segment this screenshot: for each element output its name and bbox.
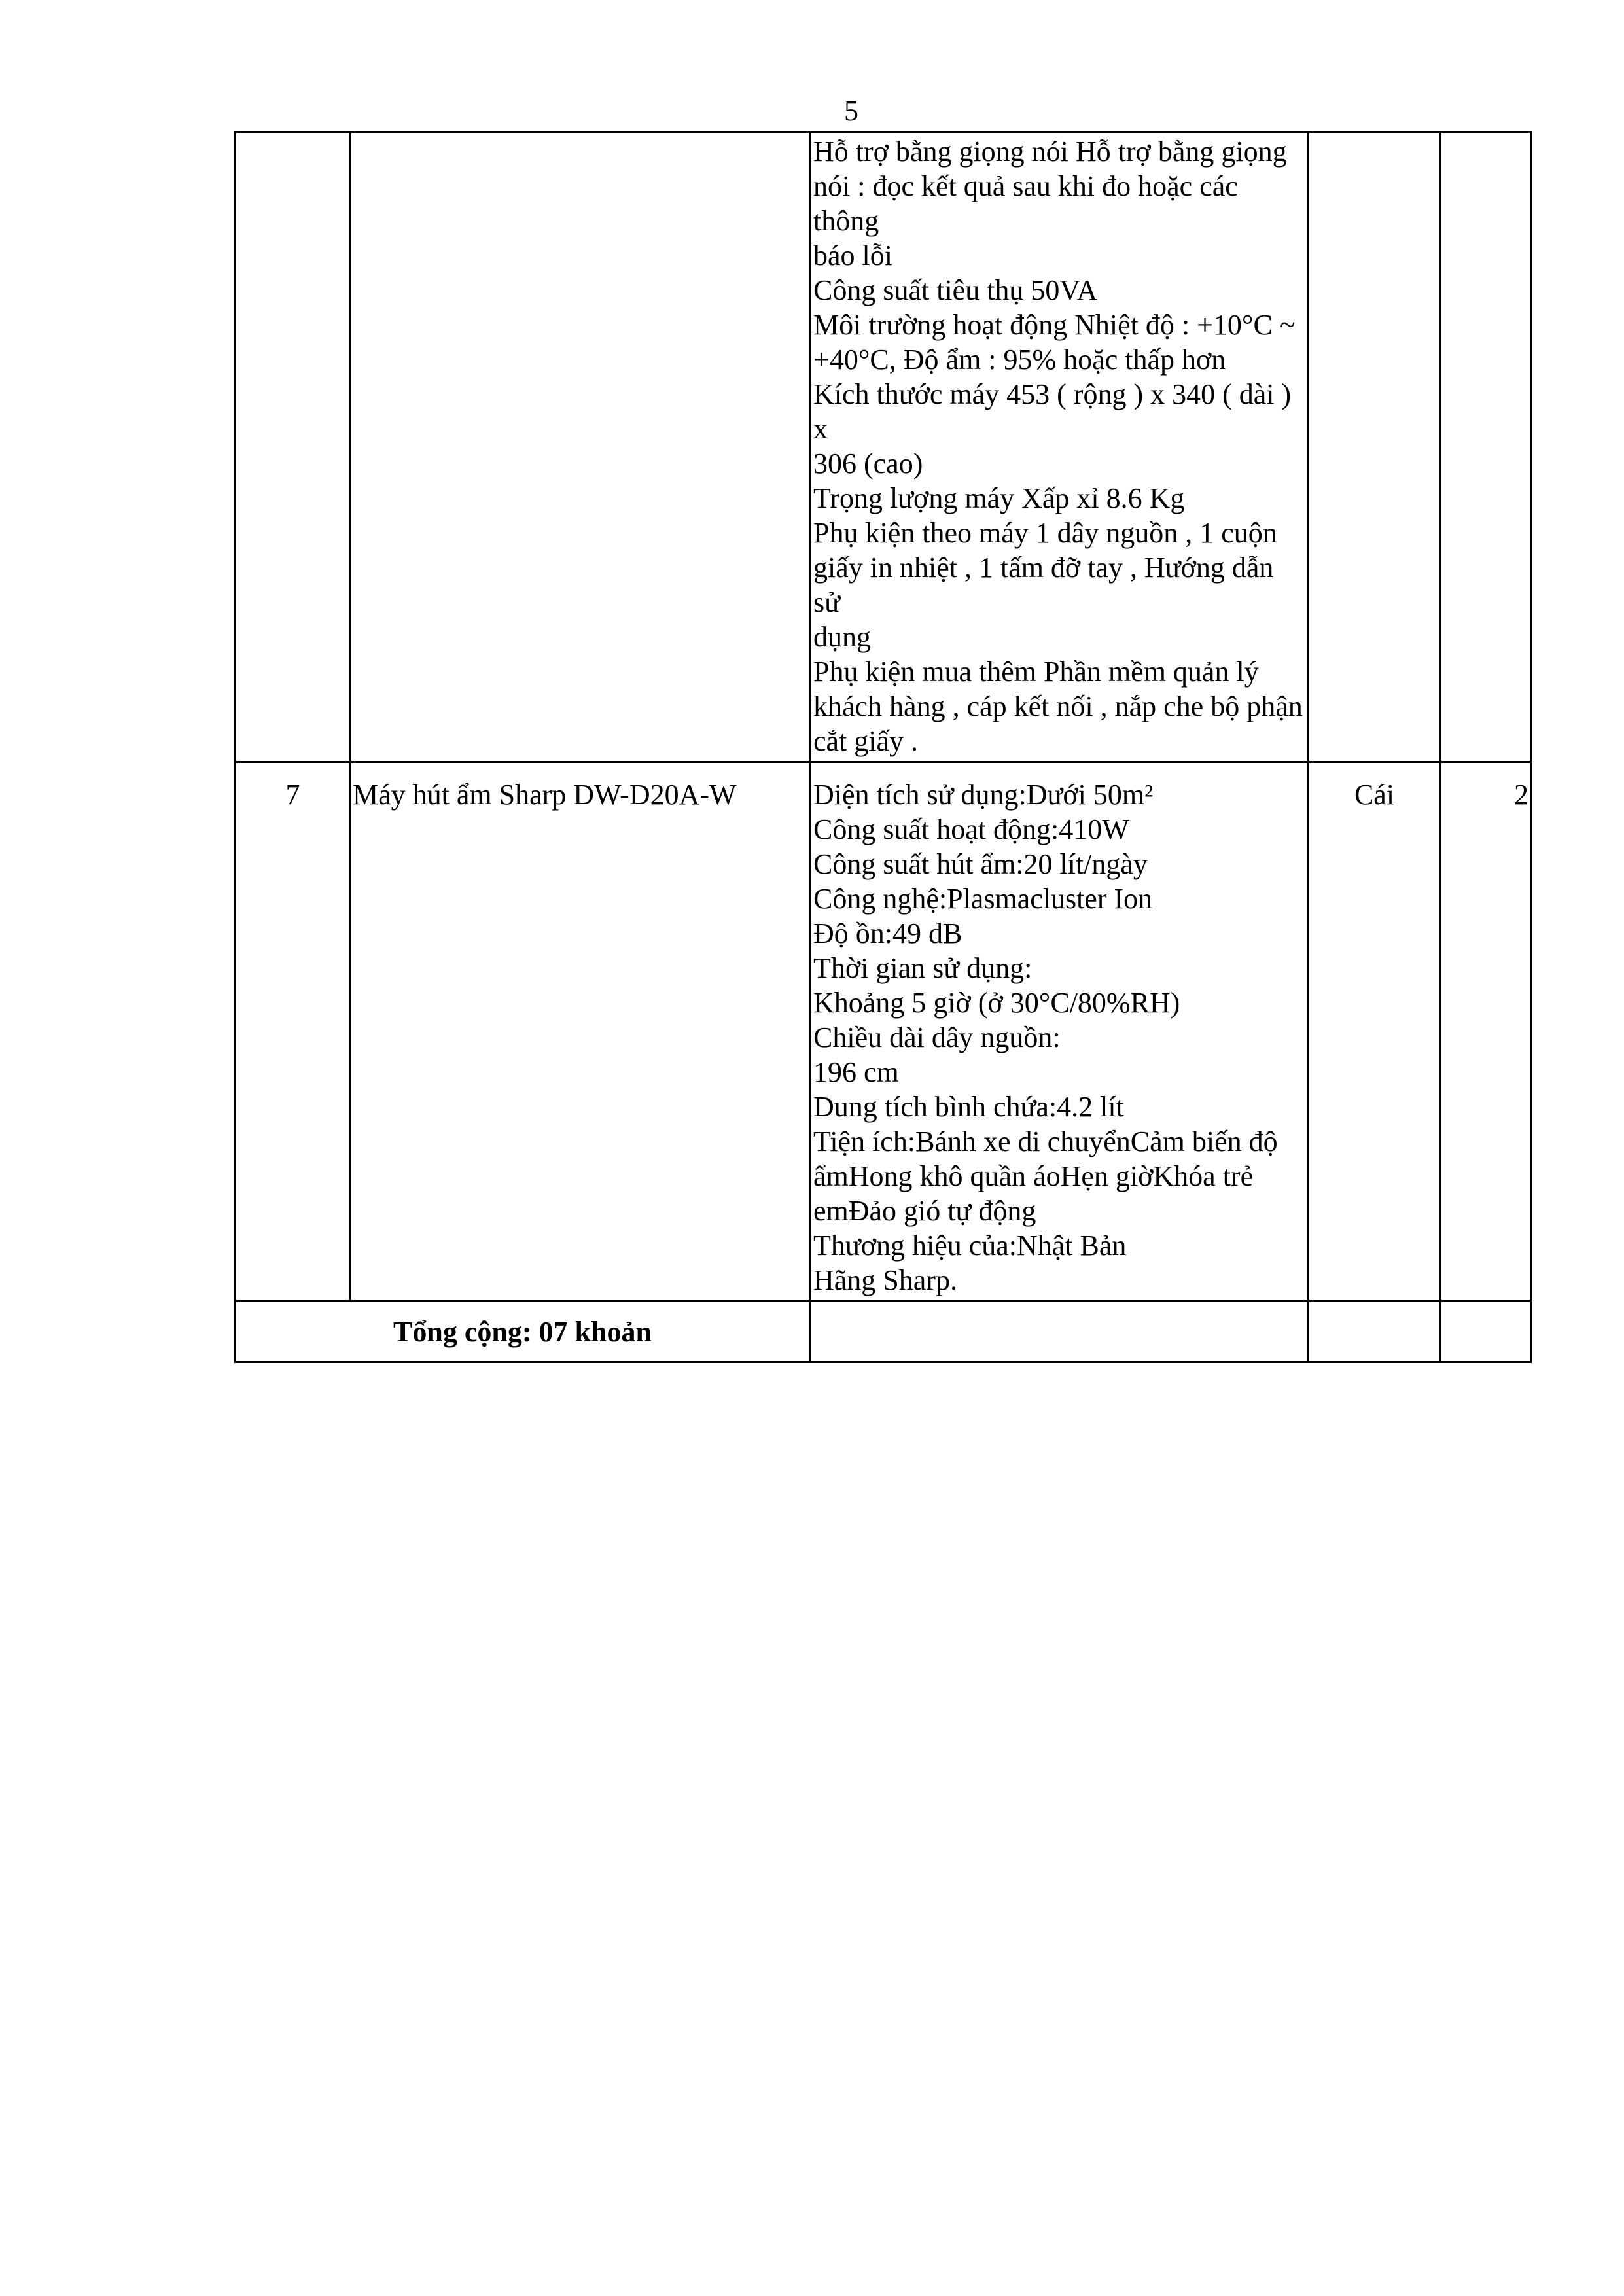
unit-cell: Cái: [1309, 762, 1441, 1301]
spec-line: Phụ kiện theo máy 1 dây nguồn , 1 cuộn: [813, 517, 1277, 549]
spec-cell: [810, 132, 1309, 762]
name-cell: [351, 132, 810, 762]
spec-line: Độ ồn:49 dB: [813, 917, 962, 949]
stt-cell: [236, 132, 351, 762]
page-number: 5: [844, 95, 858, 127]
spec-line: emĐảo gió tự động: [813, 1195, 1036, 1227]
total-label: Tổng cộng: 07 khoản: [236, 1301, 810, 1362]
product-name-cell: Máy hút ẩm Sharp DW-D20A-W: [351, 762, 810, 1301]
spec-cell: [810, 762, 1309, 1301]
spec-line: Thời gian sử dụng:: [813, 952, 1033, 984]
spec-line: dụng: [813, 621, 871, 653]
spec-line: 196 cm: [813, 1056, 899, 1088]
spec-line: cắt giấy .: [813, 725, 919, 757]
spec-line: nói : đọc kết quả sau khi đo hoặc các thông: [813, 170, 1245, 237]
spec-line: Phụ kiện mua thêm Phần mềm quản lý: [813, 656, 1259, 688]
spec-line: Hỗ trợ bằng giọng nói Hỗ trợ bằng giọng: [813, 135, 1287, 168]
spec-line: Hãng Sharp.: [813, 1264, 957, 1296]
unit-cell: [1309, 132, 1441, 762]
spec-line: Khoảng 5 giờ (ở 30°C/80%RH): [813, 987, 1180, 1019]
table-row-7: [236, 762, 1531, 1301]
empty-cell: [810, 1301, 1309, 1362]
qty-cell: [1441, 132, 1531, 762]
items-table: [234, 131, 1532, 1363]
spec-line: báo lỗi: [813, 239, 892, 272]
spec-line: +40°C, Độ ẩm : 95% hoặc thấp hơn: [813, 344, 1226, 376]
spec-line: ẩmHong khô quần áoHẹn giờKhóa trẻ: [813, 1160, 1254, 1192]
spec-line: Công suất hút ẩm:20 lít/ngày: [813, 848, 1148, 880]
spec-line: Chiều dài dây nguồn:: [813, 1021, 1061, 1053]
spec-line: Công suất hoạt động:410W: [813, 813, 1129, 845]
spec-line: Công suất tiêu thụ 50VA: [813, 274, 1098, 306]
table-row-continuation: [236, 132, 1531, 762]
spec-line: 306 (cao): [813, 448, 923, 480]
empty-cell: [1441, 1301, 1531, 1362]
spec-line: giấy in nhiệt , 1 tấm đỡ tay , Hướng dẫn sử: [813, 552, 1281, 618]
qty-cell: 2: [1441, 762, 1531, 1301]
stt-cell: 7: [236, 762, 351, 1301]
spec-line: Môi trường hoạt động Nhiệt độ : +10°C ~: [813, 309, 1296, 341]
spec-line: Dung tích bình chứa:4.2 lít: [813, 1091, 1124, 1123]
spec-line: Tiện ích:Bánh xe di chuyểnCảm biến độ: [813, 1125, 1278, 1157]
spec-line: Công nghệ:Plasmacluster Ion: [813, 883, 1153, 915]
spec-line: khách hàng , cáp kết nối , nắp che bộ phận: [813, 690, 1303, 722]
spec-line: Diện tích sử dụng:Dưới 50m²: [813, 779, 1154, 811]
spec-line: Kích thước máy 453 ( rộng ) x 340 ( dài ) x: [813, 378, 1299, 445]
spec-line: Thương hiệu của:Nhật Bản: [813, 1229, 1127, 1262]
empty-cell: [1309, 1301, 1441, 1362]
spec-line: Trọng lượng máy Xấp xỉ 8.6 Kg: [813, 482, 1185, 514]
table-row-total: [236, 1301, 1531, 1362]
